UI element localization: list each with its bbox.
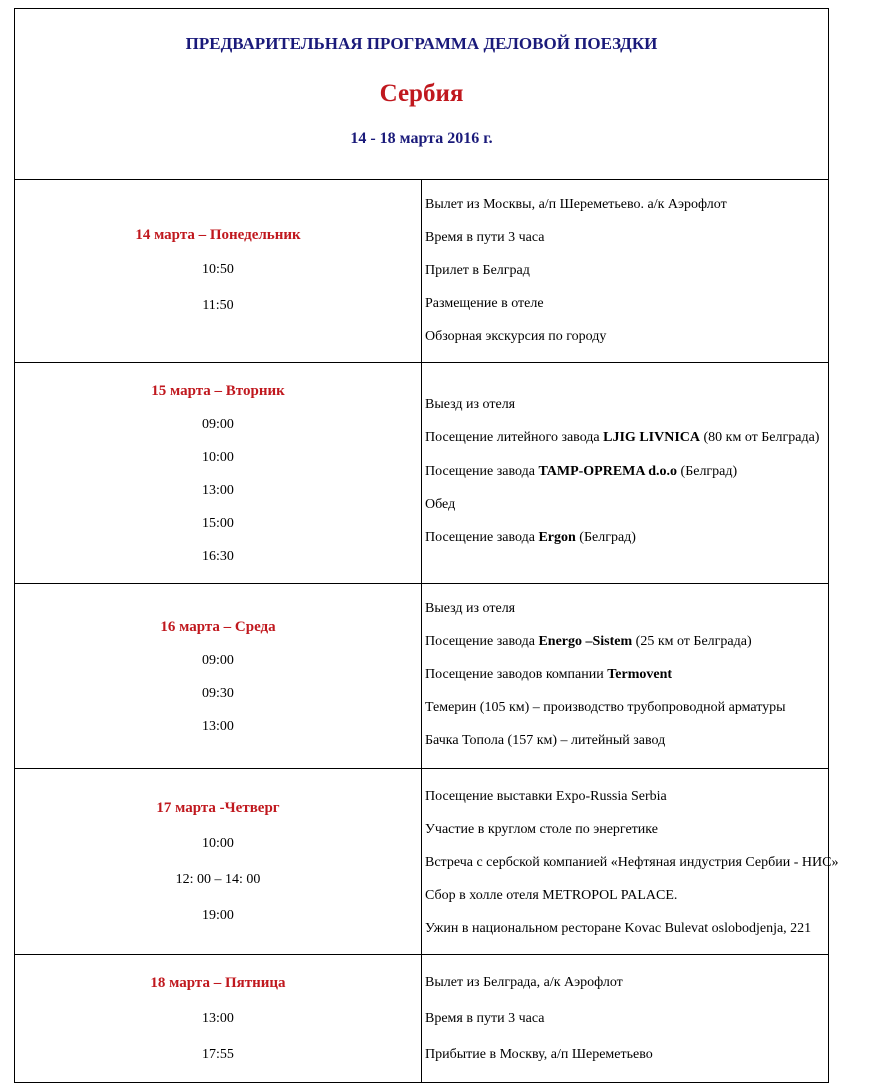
time-slot: 13:00 (202, 719, 234, 734)
activity-text: Посещение завода (425, 463, 539, 479)
day-title: 16 марта – Среда (160, 619, 276, 635)
activity-text: Сбор в холле отеля METROPOL PALACE. (425, 888, 678, 903)
day-cell (15, 180, 422, 363)
time-slot: 10:00 (202, 836, 234, 851)
day-title: 14 марта – Понедельник (135, 227, 301, 243)
program-document (14, 8, 839, 1083)
activity-company-name: LJIG LIVNICA (603, 430, 700, 446)
days-body (15, 180, 839, 1083)
activity-item (422, 530, 636, 546)
activity-item (422, 263, 530, 279)
activities-cell (422, 180, 829, 363)
document-title: ПРЕДВАРИТЕЛЬНАЯ ПРОГРАММА ДЕЛОВОЙ ПОЕЗДКИ (185, 34, 658, 53)
activity-item (422, 822, 658, 838)
activity-text: Вылет из Москвы, а/п Шереметьево. а/к Аэрофлот (425, 197, 727, 212)
time-slot: 11:50 (202, 298, 234, 313)
activity-item (422, 921, 811, 937)
day-title: 18 марта – Пятница (150, 975, 286, 991)
activity-item (422, 497, 455, 513)
activity-text: Посещение завода (425, 634, 539, 649)
activities-cell (422, 769, 839, 955)
activity-item (422, 634, 752, 650)
time-slot: 10:50 (202, 262, 234, 277)
country-title: Сербия (379, 80, 464, 107)
activity-text: Темерин (105 км) – производство трубопроводной арматуры (425, 700, 786, 715)
time-slot: 13:00 (202, 483, 234, 498)
activity-text: Посещение литейного завода (425, 430, 604, 446)
day-cell (15, 584, 422, 769)
activity-text: Посещение завода (425, 530, 539, 546)
day-row (15, 180, 829, 363)
activity-company-name: Termovent (607, 667, 673, 682)
activity-item (422, 975, 623, 991)
activity-item (422, 230, 544, 246)
activity-text: Ужин в национальном ресторане Kovac Bulevat oslobodjenja, 221 (425, 921, 812, 936)
activity-item (422, 397, 515, 413)
trip-dates: 14 - 18 марта 2016 г. (350, 130, 493, 147)
time-slot: 16:30 (202, 549, 234, 564)
activity-text: Прибытие в Москву, а/п Шереметьево (425, 1047, 653, 1062)
activity-text: Обед (425, 496, 456, 512)
activity-text: (25 км от Белграда) (632, 634, 752, 649)
activity-company-name: Ergon (538, 530, 576, 546)
program-table (14, 8, 839, 1083)
activity-item (422, 733, 665, 749)
activity-item (422, 855, 838, 871)
activity-text: Время в пути 3 часа (425, 1011, 545, 1026)
activity-text: Обзорная экскурсия по городу (425, 329, 607, 344)
day-cell (15, 955, 422, 1083)
activity-item (422, 197, 727, 213)
day-cell (15, 363, 422, 584)
activity-item (422, 329, 606, 345)
day-title: 17 марта -Четверг (156, 800, 280, 816)
header-cell (15, 9, 829, 180)
activity-text: (Белград) (575, 530, 636, 546)
activity-text: Размещение в отеле (425, 296, 544, 311)
day-row (15, 363, 829, 584)
activity-text: (Белград) (677, 463, 738, 479)
activity-text: Бачка Топола (157 км) – литейный завод (425, 733, 666, 748)
day-title: 15 марта – Вторник (151, 383, 285, 399)
activity-item (422, 700, 786, 716)
activity-company-name: Energo –Sistem (538, 634, 633, 649)
activity-item (422, 464, 737, 480)
activity-item (422, 601, 515, 617)
activity-text: Участие в круглом столе по энергетике (425, 822, 658, 837)
activity-item (422, 296, 544, 312)
time-slot: 09:00 (202, 417, 234, 432)
activity-text: Выезд из отеля (425, 601, 516, 616)
activity-text: (80 км от Белграда) (700, 430, 820, 446)
activity-item (422, 789, 667, 805)
activity-text: Вылет из Белграда, а/к Аэрофлот (425, 975, 623, 990)
activities-cell (422, 955, 829, 1083)
activities-cell (422, 584, 829, 769)
day-row (15, 769, 829, 955)
activity-item (422, 888, 677, 904)
activity-text: Прилет в Белград (425, 263, 530, 278)
time-slot: 10:00 (202, 450, 234, 465)
activity-text: Посещение заводов компании (425, 667, 608, 682)
time-slot: 12: 00 – 14: 00 (175, 872, 261, 887)
activity-item (422, 1011, 544, 1027)
time-slot: 17:55 (202, 1047, 234, 1062)
activities-cell (422, 363, 829, 584)
activity-text: Время в пути 3 часа (425, 230, 545, 245)
activity-text: Встреча с сербской компанией «Нефтяная индустрия Сербии - НИС» (425, 855, 839, 870)
day-row (15, 955, 829, 1083)
activity-item (422, 430, 819, 446)
time-slot: 15:00 (202, 516, 234, 531)
activity-item (422, 1047, 653, 1063)
time-slot: 13:00 (202, 1011, 234, 1026)
time-slot: 19:00 (202, 908, 234, 923)
activity-text: Выезд из отеля (425, 397, 516, 412)
time-slot: 09:00 (202, 653, 234, 668)
activity-item (422, 667, 672, 683)
day-row (15, 584, 829, 769)
time-slot: 09:30 (202, 686, 234, 701)
day-cell (15, 769, 422, 955)
activity-company-name: TAMP-OPREMA d.o.o (538, 463, 678, 479)
activity-text: Посещение выставки Expo-Russia Serbia (425, 789, 667, 804)
